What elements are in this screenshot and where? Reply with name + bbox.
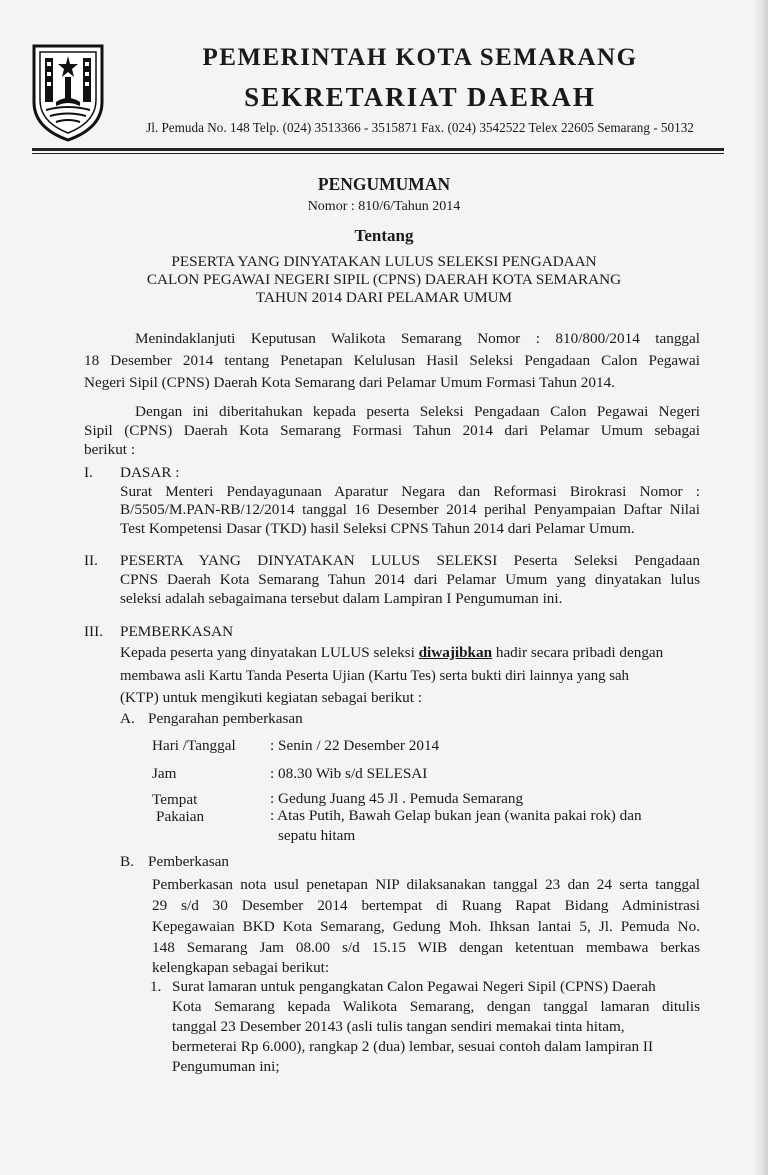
sub-b-line-2: 29 s/d 30 Desember 2014 bertempat di Ruang Rapat Bidang Administrasi [152, 897, 700, 914]
announcement-number: Nomor : 810/6/Tahun 2014 [307, 199, 461, 214]
schedule-time-value: : 08.30 Wib s/d SELESAI [270, 765, 428, 782]
header-secretariat-name: SEKRETARIAT DAERAH [244, 82, 596, 112]
intro-p2-line-2: Sipil (CPNS) Daerah Kota Semarang Formasi Tahun 2014 dari Pelamar Umum sebagai [84, 422, 700, 439]
sub-b-line-3: Kepegawaian BKD Kota Semarang, Gedung Moh. Ihksan lantai 5, Jl. Pemuda No. [152, 918, 700, 935]
schedule-attire-label: Pakaian [156, 808, 205, 825]
schedule-attire-value: : Atas Putih, Bawah Gelap bukan jean (wanita pakai rok) dan [270, 807, 642, 824]
item-1-line-4: bermeterai Rp 6.000), rangkap 2 (dua) lembar, sesuai contoh dalam lampiran II [172, 1038, 654, 1055]
section-3-number: III. [84, 623, 103, 640]
schedule-day-value: : Senin / 22 Desember 2014 [270, 737, 440, 754]
section-1-line-2: B/5505/M.PAN-RB/12/2014 tanggal 16 Desember 2014 perihal Penyampaian Daftar Nilai [120, 501, 700, 518]
sub-b-title: Pemberkasan [148, 853, 229, 870]
subject-line-1: PESERTA YANG DINYATAKAN LULUS SELEKSI PENGADAAN [171, 253, 597, 270]
announcement-tentang: Tentang [354, 226, 414, 245]
item-1-line-1: Surat lamaran untuk pengangkatan Calon Pegawai Negeri Sipil (CPNS) Daerah [172, 978, 656, 995]
schedule-place-value: : Gedung Juang 45 Jl . Pemuda Semarang [270, 790, 524, 807]
header-address: Jl. Pemuda No. 148 Telp. (024) 3513366 - 3515871 Fax. (024) 3542522 Telex 22605 Semarang - 50132 [146, 120, 694, 135]
subject-line-2: CALON PEGAWAI NEGERI SIPIL (CPNS) DAERAH KOTA SEMARANG [146, 271, 622, 288]
section-3-title: PEMBERKASAN [120, 623, 234, 640]
sub-b-line-1: Pemberkasan nota usul penetapan NIP dilaksanakan tanggal 23 dan 24 serta tanggal [152, 876, 700, 893]
sub-b-line-4: 148 Semarang Jam 08.00 s/d 15.15 WIB dengan ketentuan membawa berkas [152, 939, 700, 956]
subject-line-3: TAHUN 2014 DARI PELAMAR UMUM [255, 289, 513, 306]
intro-p1-line-1: Menindaklanjuti Keputusan Walikota Semarang Nomor : 810/800/2014 tanggal [135, 330, 700, 347]
section-3-line-1 [120, 643, 663, 663]
section-1-number: I. [84, 464, 93, 481]
section-2-line-1: PESERTA YANG DINYATAKAN LULUS SELEKSI Peserta Seleksi Pengadaan [120, 552, 700, 569]
item-1-number: 1. [150, 978, 162, 995]
section-3-line-1-c: hadir secara pribadi dengan [492, 644, 664, 661]
item-1-line-2: Kota Semarang kepada Walikota Semarang, dengan tanggal lamaran ditulis [172, 998, 700, 1015]
section-1-title: DASAR : [120, 464, 180, 481]
header-government-name: PEMERINTAH KOTA SEMARANG [202, 44, 638, 71]
required-emphasis: diwajibkan [418, 644, 493, 661]
schedule-place-label: Tempat [152, 791, 198, 808]
sub-b-line-5: kelengkapan sebagai berikut: [152, 959, 330, 976]
section-2-line-3: seleksi adalah sebagaimana tersebut dalam Lampiran I Pengumuman ini. [120, 590, 563, 607]
intro-p1-line-2: 18 Desember 2014 tentang Penetapan Kelulusan Hasil Seleksi Pengadaan Calon Pegawai [84, 352, 700, 369]
schedule-attire-cont: sepatu hitam [278, 827, 356, 844]
city-emblem-logo [32, 44, 104, 142]
header-divider-thick [32, 148, 724, 151]
sub-a-title: Pengarahan pemberkasan [148, 710, 303, 727]
section-3-line-3: (KTP) untuk mengikuti kegiatan sebagai berikut : [120, 689, 422, 706]
item-1-line-3: tanggal 23 Desember 20143 (asli tulis tangan sendiri memakai tinta hitam, [172, 1018, 625, 1035]
schedule-time-label: Jam [152, 765, 177, 782]
section-1-line-3: Test Kompetensi Dasar (TKD) hasil Seleksi CPNS Tahun 2014 dari Pelamar Umum. [120, 520, 635, 537]
section-2-number: II. [84, 552, 98, 569]
header-divider-thin [32, 153, 724, 154]
section-1-line-1: Surat Menteri Pendayagunaan Aparatur Negara dan Reformasi Birokrasi Nomor : [120, 483, 700, 500]
item-1-line-5: Pengumuman ini; [172, 1058, 280, 1075]
schedule-day-label: Hari /Tanggal [152, 737, 236, 754]
sub-a-label: A. [120, 710, 135, 727]
section-3-line-2: membawa asli Kartu Tanda Peserta Ujian (Kartu Tes) serta bukti diri lainnya yang sah [120, 668, 629, 684]
sub-b-label: B. [120, 853, 134, 870]
intro-p1-line-3: Negeri Sipil (CPNS) Daerah Kota Semarang dari Pelamar Umum Formasi Tahun 2014. [84, 374, 615, 391]
announcement-heading: PENGUMUMAN [317, 174, 451, 194]
intro-p2-line-1: Dengan ini diberitahukan kepada peserta Seleksi Pengadaan Calon Pegawai Negeri [135, 403, 700, 420]
section-3-line-1-a: Kepada peserta yang dinyatakan LULUS seleksi [120, 644, 419, 661]
section-2-line-2: CPNS Daerah Kota Semarang Tahun 2014 dari Pelamar Umum yang dinyatakan lulus [120, 571, 700, 588]
intro-p2-line-3: berikut : [84, 441, 136, 458]
page-edge-shadow [754, 0, 768, 1175]
